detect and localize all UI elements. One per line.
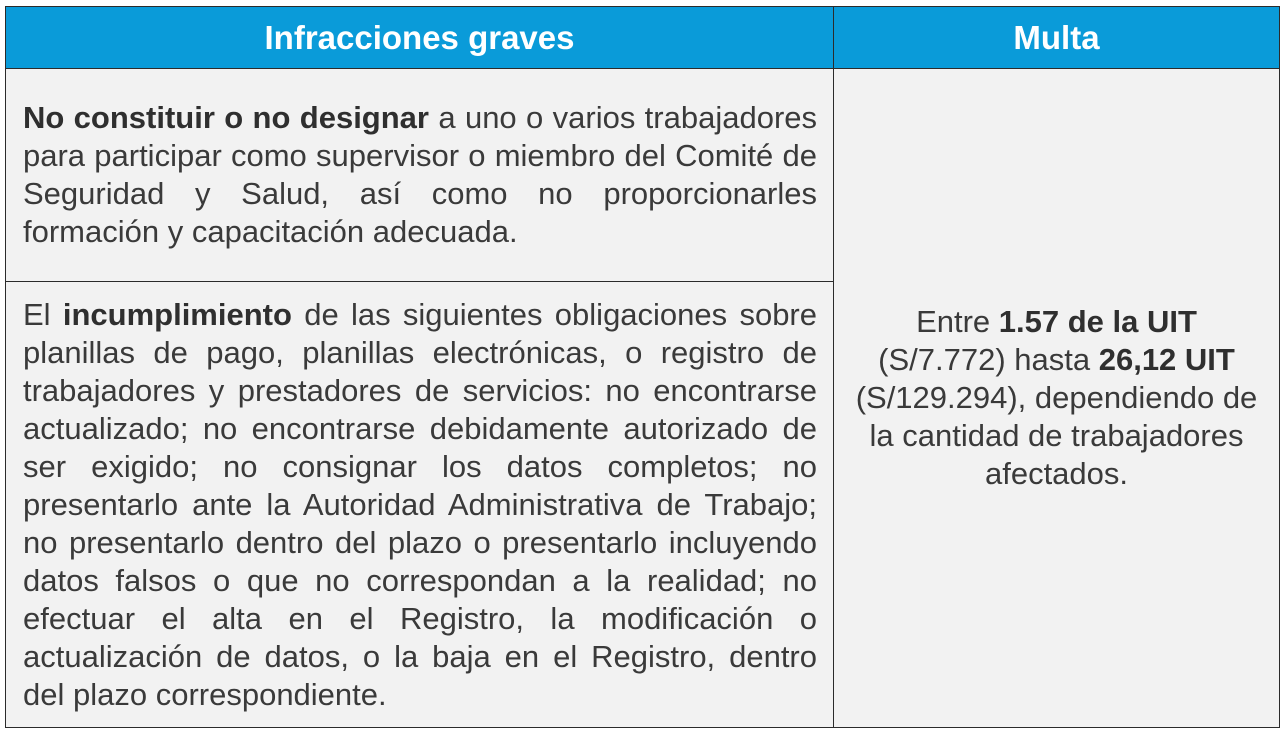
fine-text: (S/7.772) hasta (878, 342, 1099, 377)
fine-text: (S/129.294), dependiendo de la cantidad de trabajadores afectados. (855, 380, 1258, 491)
fine-min-value: 1.57 de la UIT (998, 304, 1197, 339)
fine-cell (834, 69, 1280, 728)
fine-text: Entre (916, 304, 999, 339)
infraction-cell (6, 69, 834, 282)
table-row (6, 69, 1280, 282)
fine-max-value: 26,12 UIT (1098, 342, 1235, 377)
header-fine: Multa (834, 7, 1280, 69)
header-row (6, 7, 1280, 69)
infraction-text: de las siguientes obligaciones sobre planillas de pago, planillas electrónicas, o registro de trabajadores y prestadores de servicios: no encontrarse actualizado; no encontrarse debidamente autorizado de ser exigido; no consignar los datos completos; no presentarlo ante la Autoridad Administrativa de Trabajo; no presentarlo dentro del plazo o presentarlo incluyendo datos falsos o que no correspondan a la realidad; no efectuar el alta en el Registro, la modificación o actualización de datos, o la baja en el Registro, dentro del plazo correspondiente. (23, 296, 817, 712)
infraction-text: El (23, 296, 63, 332)
infraction-cell (6, 282, 834, 728)
infraction-bold-text: No constituir o no designar (23, 100, 429, 135)
header-infractions: Infracciones graves (6, 7, 834, 69)
infractions-table (5, 6, 1280, 728)
infraction-bold-text: incumplimiento (62, 296, 292, 332)
infraction-text: a uno o varios trabajadores para participar como supervisor o miembro del Comité de Seguridad y Salud, así como no proporcionarles formación y capacitación adecuada. (23, 100, 818, 249)
